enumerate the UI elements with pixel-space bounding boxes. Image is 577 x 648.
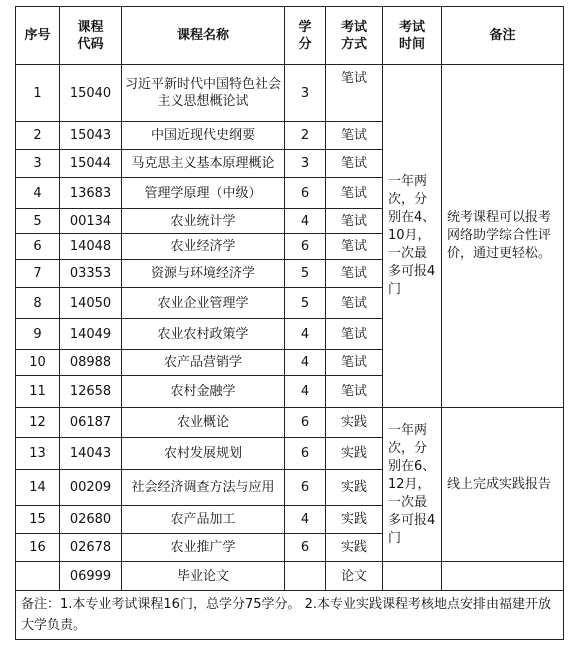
- cell-name: 农业推广学: [122, 534, 285, 562]
- header-code: 课程 代码: [60, 7, 122, 65]
- cell-seq: 5: [16, 209, 60, 234]
- header-row: [16, 7, 564, 65]
- cell-name: 农产品营销学: [122, 350, 285, 376]
- cell-mode: 笔试: [326, 234, 383, 260]
- cell-name: 社会经济调查方法与应用: [122, 470, 285, 506]
- cell-remark-empty: [442, 562, 564, 591]
- cell-credit: 6: [285, 470, 326, 506]
- cell-name: 习近平新时代中国特色社会主义思想概论试: [122, 65, 285, 122]
- cell-code: 14043: [60, 438, 122, 470]
- cell-seq: 6: [16, 234, 60, 260]
- cell-credit: 5: [285, 288, 326, 319]
- cell-seq: 14: [16, 470, 60, 506]
- cell-mode: 笔试: [326, 209, 383, 234]
- cell-name: 毕业论文: [122, 562, 285, 591]
- remark-practice: 线上完成实践报告: [442, 408, 564, 562]
- cell-seq: 1: [16, 65, 60, 122]
- cell-credit: 4: [285, 506, 326, 534]
- footnote-row: [16, 591, 564, 640]
- cell-code: 15043: [60, 122, 122, 150]
- cell-seq: 12: [16, 408, 60, 438]
- cell-credit: 4: [285, 350, 326, 376]
- header-credit: 学 分: [285, 7, 326, 65]
- cell-time-empty: [383, 562, 442, 591]
- cell-name: 农业统计学: [122, 209, 285, 234]
- cell-mode: 笔试: [326, 319, 383, 350]
- cell-name: 农村金融学: [122, 376, 285, 408]
- cell-credit: 5: [285, 260, 326, 288]
- cell-credit: 6: [285, 408, 326, 438]
- cell-mode: 实践: [326, 438, 383, 470]
- cell-code: 02680: [60, 506, 122, 534]
- cell-mode: 实践: [326, 470, 383, 506]
- cell-seq: 15: [16, 506, 60, 534]
- cell-name: 农产品加工: [122, 506, 285, 534]
- cell-code: 14049: [60, 319, 122, 350]
- cell-credit: [285, 562, 326, 591]
- cell-mode: 笔试: [326, 122, 383, 150]
- cell-seq: 2: [16, 122, 60, 150]
- table-row: [16, 562, 564, 591]
- cell-name: 农业经济学: [122, 234, 285, 260]
- header-time: 考试 时间: [383, 7, 442, 65]
- header-remark: 备注: [442, 7, 564, 65]
- cell-mode: 笔试: [326, 288, 383, 319]
- table-row: [16, 65, 564, 122]
- cell-mode: 笔试: [326, 150, 383, 178]
- cell-credit: 6: [285, 534, 326, 562]
- cell-mode: 笔试: [326, 260, 383, 288]
- cell-credit: 2: [285, 122, 326, 150]
- footnote: 备注：1.本专业考试课程16门，总学分75学分。 2.本专业实践课程考核地点安排由福建开放大学负责。: [16, 591, 564, 640]
- cell-credit: 6: [285, 234, 326, 260]
- cell-credit: 6: [285, 178, 326, 209]
- exam-plan-table: [15, 6, 564, 640]
- cell-code: 08988: [60, 350, 122, 376]
- cell-name: 资源与环境经济学: [122, 260, 285, 288]
- cell-code: 15040: [60, 65, 122, 122]
- cell-code: 13683: [60, 178, 122, 209]
- cell-mode: 笔试: [326, 376, 383, 408]
- cell-seq: 16: [16, 534, 60, 562]
- cell-mode: 实践: [326, 408, 383, 438]
- cell-seq: 10: [16, 350, 60, 376]
- header-name: 课程名称: [122, 7, 285, 65]
- cell-name: 马克思主义基本原理概论: [122, 150, 285, 178]
- header-seq: 序号: [16, 7, 60, 65]
- table-row: [16, 408, 564, 438]
- cell-seq: 8: [16, 288, 60, 319]
- cell-seq: 13: [16, 438, 60, 470]
- cell-credit: 6: [285, 438, 326, 470]
- cell-seq: [16, 562, 60, 591]
- exam-time-practice: 一年两次，分别在6、12月，一次最多可报4门: [383, 408, 442, 562]
- cell-name: 中国近现代史纲要: [122, 122, 285, 150]
- cell-code: 14048: [60, 234, 122, 260]
- cell-seq: 3: [16, 150, 60, 178]
- cell-mode: 笔试: [326, 65, 383, 122]
- cell-code: 00134: [60, 209, 122, 234]
- cell-mode: 笔试: [326, 350, 383, 376]
- cell-credit: 4: [285, 376, 326, 408]
- cell-mode: 实践: [326, 506, 383, 534]
- cell-seq: 11: [16, 376, 60, 408]
- cell-code: 06999: [60, 562, 122, 591]
- cell-name: 农业农村政策学: [122, 319, 285, 350]
- cell-code: 12658: [60, 376, 122, 408]
- cell-code: 15044: [60, 150, 122, 178]
- cell-code: 03353: [60, 260, 122, 288]
- cell-name: 农业概论: [122, 408, 285, 438]
- cell-name: 农村发展规划: [122, 438, 285, 470]
- cell-seq: 7: [16, 260, 60, 288]
- cell-name: 农业企业管理学: [122, 288, 285, 319]
- cell-code: 06187: [60, 408, 122, 438]
- cell-seq: 4: [16, 178, 60, 209]
- cell-mode: 实践: [326, 534, 383, 562]
- cell-credit: 4: [285, 319, 326, 350]
- cell-seq: 9: [16, 319, 60, 350]
- cell-credit: 4: [285, 209, 326, 234]
- cell-mode: 笔试: [326, 178, 383, 209]
- cell-code: 02678: [60, 534, 122, 562]
- exam-time-written: 一年两次，分别在4、10月，一次最多可报4门: [383, 65, 442, 408]
- remark-written: 统考课程可以报考网络助学综合性评价，通过更轻松。: [442, 65, 564, 408]
- header-mode: 考试 方式: [326, 7, 383, 65]
- cell-mode: 论文: [326, 562, 383, 591]
- cell-name: 管理学原理（中级）: [122, 178, 285, 209]
- cell-credit: 3: [285, 65, 326, 122]
- cell-code: 14050: [60, 288, 122, 319]
- cell-code: 00209: [60, 470, 122, 506]
- cell-credit: 3: [285, 150, 326, 178]
